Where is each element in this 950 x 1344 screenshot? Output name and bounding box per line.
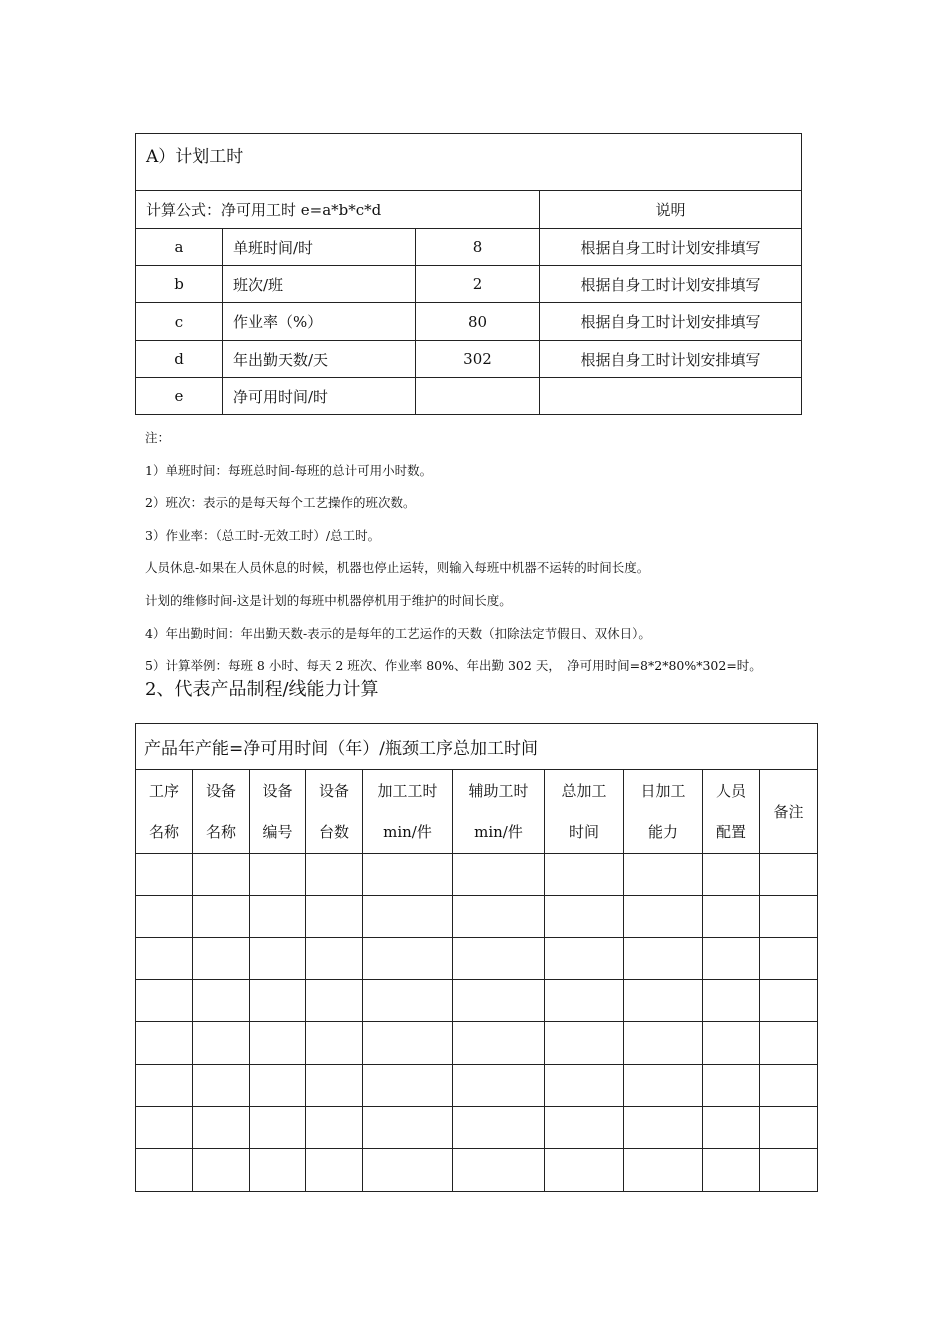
row-note: 根据自身工时计划安排填写 bbox=[540, 341, 802, 378]
table-row bbox=[136, 266, 802, 303]
column-header: 总加工 时间 bbox=[545, 770, 624, 854]
table-row bbox=[136, 229, 802, 266]
row-value: 302 bbox=[416, 341, 540, 378]
empty-row bbox=[136, 980, 818, 1022]
row-name: 年出勤天数/天 bbox=[223, 341, 416, 378]
row-key: d bbox=[136, 341, 223, 378]
row-note: 根据自身工时计划安排填写 bbox=[540, 266, 802, 303]
empty-row bbox=[136, 938, 818, 980]
row-note: 根据自身工时计划安排填写 bbox=[540, 303, 802, 341]
note-line: 人员休息-如果在人员休息的时候，机器也停止运转，则输入每班中机器不运转的时间长度。 bbox=[145, 560, 650, 576]
note-line: 1）单班时间：每班总时间-每班的总计可用小时数。 bbox=[145, 462, 433, 478]
note-line: 注： bbox=[145, 430, 171, 445]
row-value: 80 bbox=[416, 303, 540, 341]
empty-row bbox=[136, 896, 818, 938]
column-header: 设备 名称 bbox=[193, 770, 250, 854]
column-header: 加工工时 min/件 bbox=[363, 770, 453, 854]
column-header: 人员 配置 bbox=[703, 770, 760, 854]
column-header: 设备 台数 bbox=[306, 770, 363, 854]
planned-hours-table bbox=[135, 133, 802, 415]
capacity-formula: 产品年产能=净可用时间（年）/瓶颈工序总加工时间 bbox=[136, 724, 818, 770]
notes-block bbox=[145, 430, 762, 691]
row-name: 净可用时间/时 bbox=[223, 378, 416, 415]
header-row bbox=[136, 770, 818, 854]
note-line: 4）年出勤时间：年出勤天数-表示的是每年的工艺运作的天数（扣除法定节假日、双休日）。 bbox=[145, 625, 651, 641]
row-key: e bbox=[136, 378, 223, 415]
description-header: 说明 bbox=[540, 191, 802, 229]
row-name: 作业率（%） bbox=[223, 303, 416, 341]
row-key: c bbox=[136, 303, 223, 341]
empty-row bbox=[136, 854, 818, 896]
note-line: 5）计算举例：每班 8 小时、每天 2 班次、作业率 80%、年出勤 302 天， 净可用时间=8*2*80%*302=时。 bbox=[145, 658, 762, 674]
row-name: 单班时间/时 bbox=[223, 229, 416, 266]
note-line: 3）作业率：（总工时-无效工时）/总工时。 bbox=[145, 527, 381, 543]
capacity-table bbox=[135, 723, 818, 1192]
row-key: b bbox=[136, 266, 223, 303]
row-value: 2 bbox=[416, 266, 540, 303]
empty-row bbox=[136, 1022, 818, 1065]
empty-row bbox=[136, 1065, 818, 1107]
table-row bbox=[136, 303, 802, 341]
row-key: a bbox=[136, 229, 223, 266]
formula-label: 计算公式：净可用工时 e=a*b*c*d bbox=[136, 191, 540, 229]
column-header: 备注 bbox=[760, 770, 818, 854]
row-note: 根据自身工时计划安排填写 bbox=[540, 229, 802, 266]
section-a-title: A）计划工时 bbox=[136, 134, 802, 191]
column-header: 日加工 能力 bbox=[624, 770, 703, 854]
column-header: 设备 编号 bbox=[250, 770, 306, 854]
row-name: 班次/班 bbox=[223, 266, 416, 303]
column-header: 辅助工时 min/件 bbox=[453, 770, 545, 854]
row-value bbox=[416, 378, 540, 415]
table-row bbox=[136, 341, 802, 378]
section-2-heading: 2、代表产品制程/线能力计算 bbox=[145, 679, 379, 700]
empty-row bbox=[136, 1107, 818, 1149]
row-value: 8 bbox=[416, 229, 540, 266]
table-row bbox=[136, 378, 802, 415]
note-line: 2）班次：表示的是每天每个工艺操作的班次数。 bbox=[145, 495, 416, 511]
empty-row bbox=[136, 1149, 818, 1192]
note-line: 计划的维修时间-这是计划的每班中机器停机用于维护的时间长度。 bbox=[145, 592, 512, 608]
column-header: 工序 名称 bbox=[136, 770, 193, 854]
row-note bbox=[540, 378, 802, 415]
